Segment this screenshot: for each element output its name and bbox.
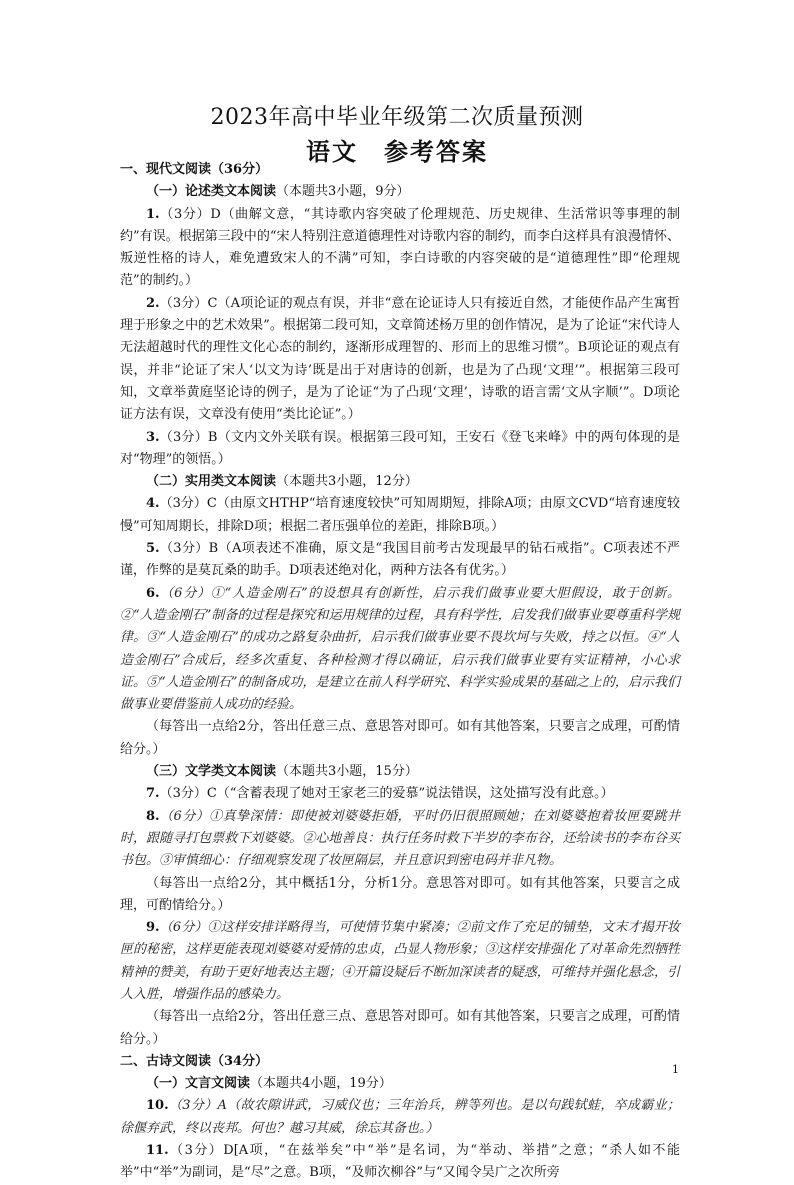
question-number: 11.: [146, 1143, 169, 1159]
question-number: 5.: [146, 541, 160, 557]
document-subtitle: 语文 参考答案: [306, 137, 488, 166]
question-number: 9.: [146, 920, 160, 936]
grading-note-9: （每答出一点给2分，答出任意三点、意思答对即可。如有其他答案，只要言之成理，可酌情给分。）: [120, 1009, 680, 1047]
answer-item-3: [120, 427, 680, 472]
answer-text: （6分）①真挚深情：即使被刘婆婆拒婚，平时仍旧很照顾她；在刘婆婆抱着妆匣要跳井时，跟随寻打包票救下刘婆婆。②心地善良：执行任务时救下半岁的李布谷，还给读书的李布谷买书包。③审慎细心：仔细观察发现了妆匣隔层，并且意识到密电码并非凡物。: [120, 808, 680, 869]
question-number: 6.: [146, 585, 160, 601]
part-heading-argumentative: [120, 181, 680, 203]
answer-item-9: [120, 917, 680, 1006]
part-heading-note: （本题共3小题，15分）: [276, 764, 418, 780]
answer-item-8: [120, 806, 680, 873]
part-heading-note: （本题共4小题，19分）: [250, 1076, 392, 1092]
answer-item-6: [120, 583, 680, 717]
answer-text: （3分）C（“含蓄表现了她对王家老三的爱慕”说法错误，这处描写没有此意。）: [159, 786, 614, 802]
answer-text: （3分）C（A项论证的观点有误，并非“意在论证诗人只有接近自然，才能使作品产生寓哲理于形象之中的艺术效果”。根据第二段可知，文章简述杨万里的创作情况，是为了论证“宋代诗人无法超越时代的理性文化心态的制约，逐渐形成理智的、形而上的思维习惯”。B项论证的观点有误，并非“论证了宋人‘以文为诗’既是出于对唐诗的创新，也是为了凸现‘文理’”。根据第三段可知，文章举黄庭坚论诗的例子，是为了论证“为了凸现‘文理’，诗歌的语言需‘文从字顺’”。D项论证方法有误，文章没有使用“类比论证”。）: [120, 295, 680, 423]
answer-text: （6分）①这样安排详略得当，可使情节集中紧凑；②前文作了充足的铺垫，文末才揭开妆匣的秘密，这样更能表现刘婆婆对爱情的忠贞，凸显人物形象；③这样安排强化了对革命先烈牺牲精神的赞美，有助于更好地表达主题；④开篇设疑后不断加深读者的疑惑，可维持并强化悬念，引人入胜，增强作品的感染力。: [120, 920, 680, 1002]
section-heading-classical: 二、古诗文阅读（34分）: [120, 1053, 269, 1069]
answer-item-7: [120, 783, 680, 805]
grading-note-8: （每答出一点给2分，其中概括1分，分析1分。意思答对即可。如有其他答案，只要言之成理，可酌情给分。）: [120, 875, 680, 913]
answer-item-1: [120, 204, 680, 293]
answer-item-10: [120, 1095, 680, 1140]
part-heading-label: （二）实用类文本阅读: [146, 474, 277, 490]
grading-note-6: （每答出一点给2分，答出任意三点、意思答对即可。如有其他答案，只要言之成理，可酌情给分。）: [120, 719, 680, 757]
part-heading-label: （一）文言文阅读: [146, 1076, 251, 1092]
part-heading-label: （三）文学类文本阅读: [146, 764, 277, 780]
answer-item-5: [120, 538, 680, 583]
question-number: 10.: [146, 1098, 169, 1114]
answer-text: （3分）B（A项表述不准确，原文是“我国目前考古发现最早的钻石戒指”。C项表述不严谨，作弊的是莫瓦桑的助手。D项表述绝对化，两种方法各有优劣。）: [120, 541, 680, 579]
part-heading-note: （本题共3小题，12分）: [276, 474, 418, 490]
page-number: 1: [672, 1063, 679, 1076]
answer-text: （3分）C（由原文HTHP“培育速度较快”可知周期短，排除A项；由原文CVD“培育速度较慢”可知周期长，排除D项；根据二者压强单位的差距，排除B项。）: [120, 496, 680, 534]
question-number: 4.: [146, 496, 160, 512]
answer-text: （3分）B（文内文外关联有误。根据第三段可知，王安石《登飞来峰》中的两句体现的是对“物理”的领悟。）: [120, 429, 680, 467]
answer-item-4: [120, 493, 680, 538]
document-title: 2023年高中毕业年级第二次质量预测: [210, 105, 584, 130]
question-number: 3.: [146, 429, 160, 445]
part-heading-literary: [120, 761, 680, 783]
question-number: 7.: [146, 786, 160, 802]
answer-text: （3分）D（曲解文意，“其诗歌内容突破了伦理规范、历史规律、生活常识等事理的制约”有误。根据第三段中的“宋人特别注意道德理性对诗歌内容的制约，而李白这样具有浪漫情怀、叛逆性格的诗人，难免遭致宋人的不满”可知，李白诗歌的内容突破的是“道德理性”即“伦理规范”的制约。）: [120, 206, 680, 289]
section-heading-modern-reading: 一、现代文阅读（36分）: [120, 162, 269, 177]
part-heading-wenyan: [120, 1073, 680, 1095]
answer-item-11: [120, 1140, 680, 1185]
question-number: 8.: [146, 808, 160, 824]
question-number: 2.: [146, 295, 160, 311]
part-heading-label: （一）论述类文本阅读: [146, 184, 277, 200]
answer-text: （3分）A（故农隙讲武，习威仪也；三年治兵，辨等列也。是以句践轼蛙，卒成霸业；徐偃弃武，终以丧邦。何也？越习其威，徐忘其备也。）: [120, 1098, 680, 1136]
answer-content: [120, 159, 680, 1185]
answer-text: （6分）①“人造金刚石”的设想具有创新性，启示我们做事业要大胆假设，敢于创新。②“人造金刚石”制备的过程是探究和运用规律的过程，具有科学性，启发我们做事业要尊重科学规律。③“人造金刚石”的成功之路复杂曲折，启示我们做事业要不畏坎坷与失败，持之以恒。④“人造金刚石”合成后，经多次重复、各种检测才得以确证，启示我们做事业要有实证精神，小心求证。⑤“人造金刚石”的制备成功，是建立在前人科学研究、科学实验成果的基础之上的，启示我们做事业要借鉴前人成功的经验。: [120, 585, 680, 713]
part-heading-note: （本题共3小题，9分）: [276, 184, 410, 200]
answer-text: （3分）D[A项，“在兹举矣”中“举”是名词，为“举动、举措”之意；“杀人如不能举”中“举”为副词，是“尽”之意。B项，“及师次柳谷”与“又闻令吴广之次所旁: [120, 1143, 680, 1181]
answer-item-2: [120, 293, 680, 427]
question-number: 1.: [146, 206, 160, 222]
part-heading-practical: [120, 471, 680, 493]
